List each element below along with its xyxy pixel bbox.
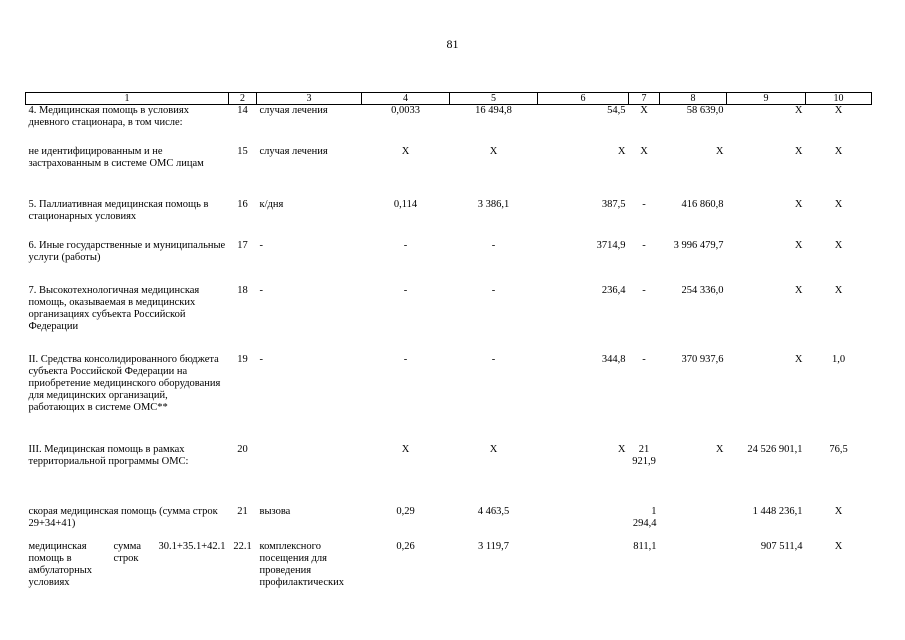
cell-unit: случая лечения [259,146,328,157]
cell-unit [257,444,362,506]
cell-c8: 370 937,6 [681,354,724,365]
cell-c4: Х [401,146,410,157]
cell-name-formula: 30.1+35.1+42.1 [158,541,226,552]
cell-c6: 236,4 [601,285,626,296]
cell-c4: 0,114 [393,199,418,210]
cell-c9: Х [794,199,803,210]
cell-c4: 0,29 [396,506,415,517]
table-body [26,105,872,542]
cell-name-left: медицинская помощь в амбулаторных условиях [28,541,93,588]
cell-c6: 3714,9 [596,240,626,251]
cell-c5: 16 494,8 [475,105,512,116]
column-header: 8 [660,93,727,105]
cell-name [26,541,229,591]
cell-c4: - [403,240,408,251]
cell-c9: 1 448 236,1 [752,506,803,517]
cell-c5: 4 463,5 [477,506,510,517]
cell-c9: Х [794,240,803,251]
cell-name-mid: сумма строк [113,541,142,564]
cell-c6 [538,506,629,541]
cell-row-num: 21 [237,506,248,517]
cell-row-num: 15 [237,146,248,157]
table-row [26,199,872,240]
table-row [26,240,872,285]
cell-c10: 1,0 [831,354,846,365]
cell-name: скорая медицинская помощь (сумма строк 29+34+41) [28,506,218,529]
column-header: 5 [450,93,538,105]
cell-c8: 254 336,0 [681,285,724,296]
cell-c6: 344,8 [601,354,626,365]
cell-c7: Х [640,105,648,116]
table-row [26,506,872,541]
column-header: 7 [629,93,660,105]
cell-c10: Х [834,199,843,210]
cell-row-num: 19 [237,354,248,365]
cell-c6: Х [617,146,626,157]
cell-name-right [114,541,226,589]
cell-c7: 1 294,4 [632,506,657,529]
page-number: 81 [446,37,459,51]
cell-row-num: 14 [237,105,248,116]
cell-c5: 3 119,7 [477,541,510,552]
column-header: 4 [362,93,450,105]
cell-c9: Х [794,146,803,157]
cell-unit: вызова [259,506,291,517]
cell-c10: Х [834,285,843,296]
cell-c5: - [491,354,496,365]
split-name [29,541,226,589]
cell-name: 7. Высокотехнологичная медицинская помощь, оказываемая в медицинских организациях субъекта Российской Федерации [28,285,200,332]
cell-c7: - [642,199,646,210]
data-table [25,92,872,591]
header-row [26,93,872,105]
cell-c7: 21 921,9 [632,444,656,467]
table-row [26,285,872,354]
cell-c4: - [403,285,408,296]
cell-name: 5. Паллиативная медицинская помощь в стационарных условиях [28,199,209,222]
cell-unit: - [259,240,263,251]
column-header: 10 [806,93,872,105]
cell-c5: Х [489,444,498,455]
cell-name: II. Средства консолидированного бюджета субъекта Российской Федерации на приобретение медицинского оборудования для медицинских организаций, работающих в системе ОМС** [28,354,221,413]
cell-unit: - [259,285,263,296]
cell-c8 [660,506,727,541]
cell-c4: Х [401,444,410,455]
cell-name: 6. Иные государственные и муниципальные услуги (работы) [28,240,226,263]
cell-name: не идентифицированным и не застрахованным в системе ОМС лицам [28,146,204,169]
cell-c8: 416 860,8 [681,199,724,210]
cell-c6: 54,5 [607,105,626,116]
cell-name: III. Медицинская помощь в рамках территориальной программы ОМС: [28,444,189,467]
cell-c9: 24 526 901,1 [747,444,803,455]
cell-c10: Х [834,240,843,251]
cell-row-num: 22.1 [233,541,252,552]
cell-row-num: 18 [237,285,248,296]
cell-c8: Х [715,146,724,157]
cell-row-num: 20 [237,444,248,455]
cell-c6: Х [617,444,626,455]
cell-unit: случая лечения [259,105,328,116]
cell-c7: Х [640,146,648,157]
table-row [26,105,872,147]
cell-c5: Х [489,146,498,157]
cell-c5: - [491,285,496,296]
cell-c4: 0,0033 [391,105,420,116]
cell-name: 4. Медицинская помощь в условиях дневного стационара, в том числе: [28,105,189,128]
cell-c9: Х [794,354,803,365]
cell-c9: Х [794,285,803,296]
cell-c6 [538,541,629,591]
column-header: 2 [229,93,257,105]
table-row [26,444,872,506]
column-header: 6 [538,93,629,105]
cell-c10: Х [834,146,843,157]
cell-c10: Х [834,105,843,116]
cell-c9: 907 511,4 [760,541,803,552]
cell-c10: 76,5 [829,444,848,455]
cell-c7: 811,1 [633,541,657,552]
cell-c4: - [403,354,408,365]
cell-unit: к/дня [259,199,284,210]
cell-c7: - [642,285,646,296]
cell-c8: Х [715,444,724,455]
cell-c7: - [642,354,646,365]
cell-row-num: 17 [237,240,248,251]
cell-unit: комплексного посещения для проведения профилактических [259,541,344,588]
cell-c7: - [642,240,646,251]
cell-c8: 58 639,0 [686,105,724,116]
cell-c10: Х [834,506,843,517]
table-row [26,354,872,444]
cell-c6: 387,5 [601,199,626,210]
cell-c9: Х [794,105,803,116]
cell-c5: - [491,240,496,251]
cell-c5: 3 386,1 [477,199,510,210]
cell-unit: - [259,354,263,365]
cell-c8 [660,541,727,591]
cell-c8: 3 996 479,7 [673,240,724,251]
table-row [26,146,872,199]
cell-row-num: 16 [237,199,248,210]
cell-c4: 0,26 [396,541,415,552]
cell-c10: Х [834,541,843,552]
column-header: 1 [26,93,229,105]
column-header: 3 [257,93,362,105]
column-header: 9 [727,93,806,105]
table-row [26,541,872,591]
